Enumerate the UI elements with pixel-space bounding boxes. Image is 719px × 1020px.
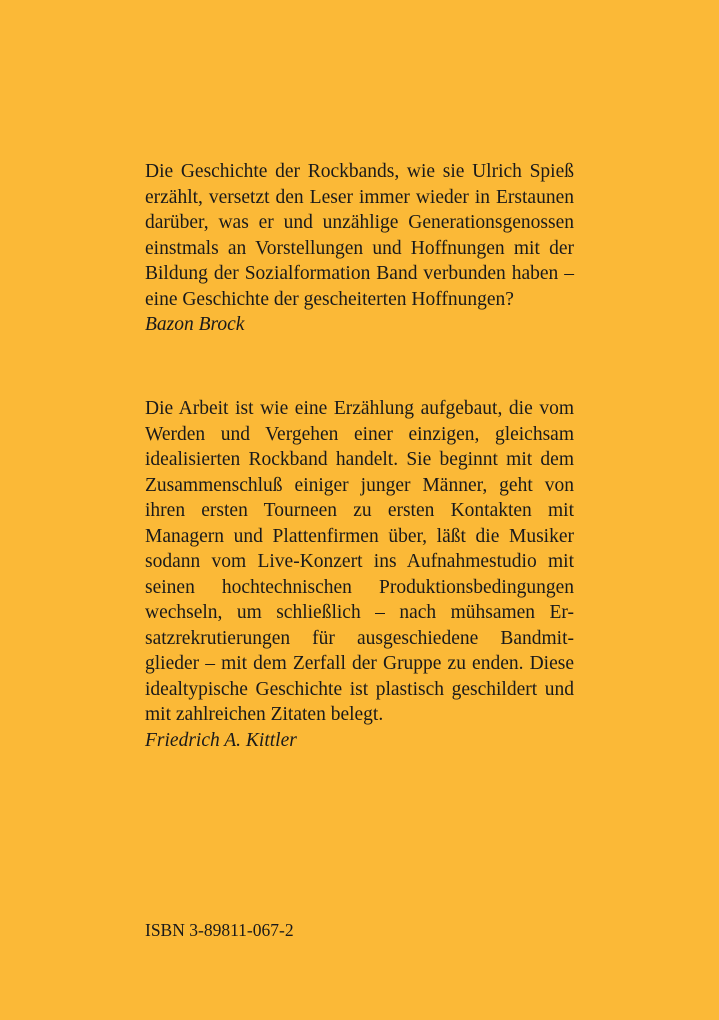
quote-line: Werden und Vergehen einer einzigen, gleichsam <box>145 423 574 445</box>
quote-line: glieder – mit dem Zerfall der Gruppe zu enden. Diese <box>145 653 574 674</box>
quote-line: seinen hochtechnischen Produktionsbedingungen <box>145 576 574 598</box>
quote-line: sodann vom Live-Konzert ins Aufnahmestudio mit <box>145 551 574 572</box>
quote-line: idealtypische Geschichte ist plastisch geschildert und <box>145 678 574 700</box>
quote-line: eine Geschichte der gescheiterten Hoffnungen? <box>145 288 514 310</box>
quote-line: satzrekrutierungen für ausgeschiedene Bandmit- <box>145 627 574 649</box>
review-quote-kittler <box>145 396 574 753</box>
quote-author: Bazon Brock <box>145 314 245 335</box>
quote-line: ihren ersten Tourneen zu ersten Kontakten mit <box>145 500 574 521</box>
quote-line: Bildung der Sozialformation Band verbunden haben – <box>145 263 574 284</box>
quote-line: Managern und Plattenfirmen über, läßt die Musiker <box>145 525 574 547</box>
quote-line: einstmals an Vorstellungen und Hoffnungen mit der <box>145 237 574 259</box>
quote-line: erzählt, versetzt den Leser immer wieder in Erstaunen <box>145 186 574 208</box>
quote-line: darüber, was er und unzählige Generationsgenossen <box>145 212 574 233</box>
quote-line: idealisierten Rockband handelt. Sie beginnt mit dem <box>145 449 574 470</box>
quote-line: Die Arbeit ist wie eine Erzählung aufgebaut, die vom <box>145 398 574 419</box>
quote-author: Friedrich A. Kittler <box>145 729 297 751</box>
quote-line: Zusammenschluß einiger junger Männer, geht von <box>145 474 574 496</box>
quote-line: Die Geschichte der Rockbands, wie sie Ulrich Spieß <box>145 161 574 182</box>
quote-line: wechseln, um schließlich – nach mühsamen Er- <box>145 602 574 623</box>
isbn-number: ISBN 3-89811-067-2 <box>145 920 294 940</box>
quote-line: mit zahlreichen Zitaten belegt. <box>145 704 384 725</box>
review-quote-brock <box>145 159 574 338</box>
